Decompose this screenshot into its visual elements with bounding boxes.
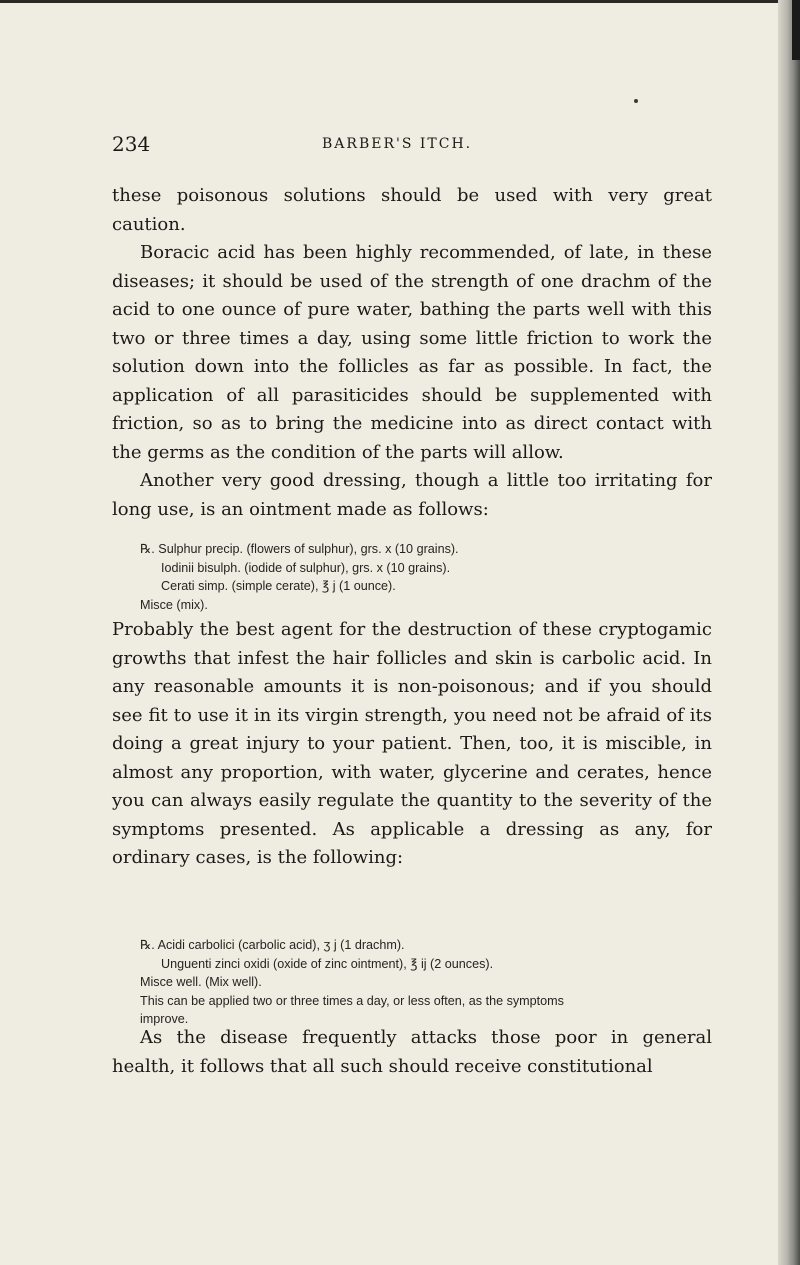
page-edge-shadow	[778, 0, 800, 1265]
prescription-carbolic	[140, 936, 740, 1029]
paragraph-boracic-acid: Boracic acid has been highly recommended, of late, in these diseases; it should be used of the strength of one drachm of the acid to one ounce of pure water, bathing the parts well with this two or three times a day, using some little friction to work the solution down into the follicles as far as possible. In fact, the application of all parasiticides should be supplemented with friction, so as to bring the medicine into as direct contact with the germs as the condition of the parts will allow.	[112, 242, 712, 463]
paragraph-constitutional: As the disease frequently attacks those poor in general health, it follows that all such should receive constitutional	[112, 1027, 712, 1077]
prescription-line: Cerati simp. (simple cerate), ℥ j (1 ounce).	[161, 579, 396, 593]
page-number: 234	[112, 132, 151, 156]
prescription-line: ℞. Acidi carbolici (carbolic acid), ʒ j (1 drachm).	[140, 938, 405, 952]
paragraph-carbolic-acid: Probably the best agent for the destruction of these cryptogamic growths that infest the hair follicles and skin is carbolic acid. In any reasonable amounts it is non-poisonous; and if you should see fit to use it in its virgin strength, you need not be afraid of its doing a great injury to your patient. Then, too, it is miscible, in almost any proportion, with water, glycerine and cerates, hence you can always easily regulate the quantity to the severity of the symptoms presented. As applicable a dressing as any, for ordinary cases, is the following:	[112, 619, 712, 868]
prescription-sulphur	[140, 540, 740, 614]
body-text-middle	[112, 616, 712, 873]
body-text-top	[112, 182, 712, 524]
running-head: BARBER'S ITCH.	[322, 136, 473, 152]
prescription-line: Misce (mix).	[140, 597, 208, 612]
paragraph-continuation: these poisonous solutions should be used with very great caution.	[112, 185, 712, 235]
body-text-bottom	[112, 1024, 712, 1081]
prescription-line: Unguenti zinci oxidi (oxide of zinc ointment), ℥ ij (2 ounces).	[161, 956, 494, 971]
prescription-line: This can be applied two or three times a day, or less often, as the symptoms	[140, 993, 564, 1008]
ink-speck	[634, 99, 638, 103]
paragraph-ointment-intro: Another very good dressing, though a little too irritating for long use, is an ointment made as follows:	[112, 470, 712, 520]
prescription-line: Misce well. (Mix well).	[140, 975, 262, 989]
page-top-border	[0, 0, 800, 3]
prescription-line: ℞. Sulphur precip. (flowers of sulphur), grs. x (10 grains).	[140, 542, 459, 556]
prescription-line: improve.	[140, 1012, 189, 1026]
page-header	[112, 132, 712, 160]
prescription-line: Iodinii bisulph. (iodide of sulphur), grs. x (10 grains).	[161, 560, 451, 575]
page-edge-corner	[792, 0, 800, 60]
